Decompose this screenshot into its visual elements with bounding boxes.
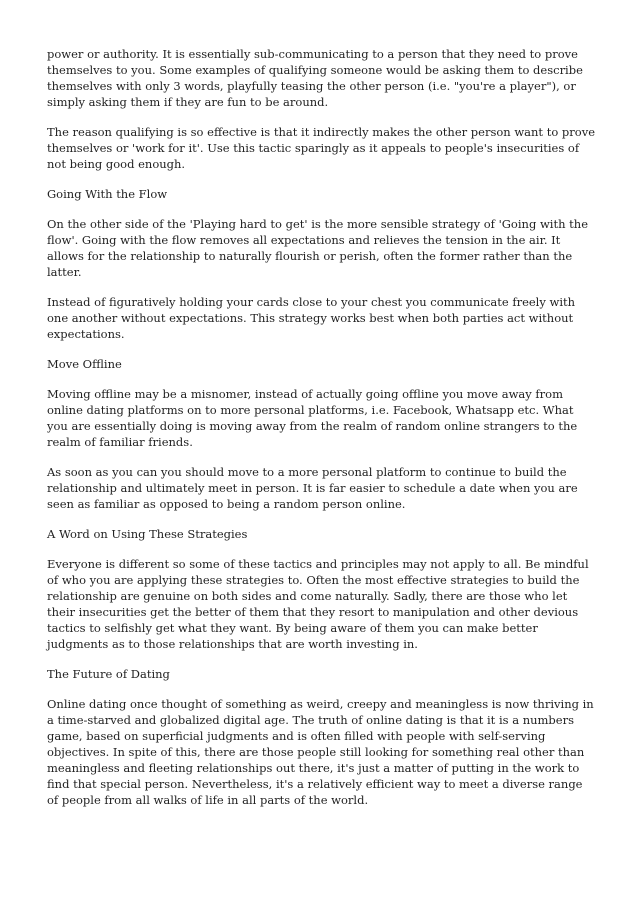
heading-going-with-the-flow: Going With the Flow xyxy=(47,187,168,201)
paragraph-figuratively-holding-cards: Instead of figuratively holding your cards close to your chest you communicate freely with one another without expectations. This strategy works best when both parties act without expectations. xyxy=(47,295,576,341)
paragraph-everyone-is-different: Everyone is different so some of these tactics and principles may not apply to all. Be mindful of who you are applying these strategies to. Often the most effective strategies to build the relationship are genuine on both sides and come naturally. Sadly, there are those who let their insecurities get the better of them that they resort to manipulation and other devious tactics to selfishly get what they want. By being aware of them you can make better judgments as to those relationships that are worth investing in. xyxy=(47,557,589,651)
paragraph-going-with-flow: On the other side of the 'Playing hard to get' is the more sensible strategy of 'Going with the flow'. Going with the flow removes all expectations and relieves the tension in the air. It allows for the relationship to naturally flourish or perish, often the former rather than the latter. xyxy=(47,217,588,279)
paragraph-qualifying-reason: The reason qualifying is so effective is that it indirectly makes the other person want to prove themselves or 'work for it'. Use this tactic sparingly as it appeals to people's insecurities of not being good enough. xyxy=(47,125,595,171)
paragraph-qualifying-examples: power or authority. It is essentially sub-communicating to a person that they need to prove themselves to you. Some examples of qualifying someone would be asking them to describe themselves with only 3 words, playfully teasing the other person (i.e. "you're a player"), or simply asking them if they are fun to be around. xyxy=(47,47,583,109)
paragraph-online-dating-future: Online dating once thought of something as weird, creepy and meaningless is now thriving in a time-starved and globalized digital age. The truth of online dating is that it is a numbers game, based on superficial judgments and is often filled with people with self-serving objectives. In spite of this, there are those people still looking for something real other than meaningless and fleeting relationships out there, it's just a matter of putting in the work to find that special person. Nevertheless, it's a relatively efficient way to meet a diverse range of people from all walks of life in all parts of the world. xyxy=(47,697,594,807)
paragraph-personal-platform: As soon as you can you should move to a more personal platform to continue to build the relationship and ultimately meet in person. It is far easier to schedule a date when you are seen as familiar as opposed to being a random person online. xyxy=(47,465,578,511)
paragraph-moving-offline: Moving offline may be a misnomer, instead of actually going offline you move away from online dating platforms on to more personal platforms, i.e. Facebook, Whatsapp etc. What you are essentially doing is moving away from the realm of random online strangers to the realm of familiar friends. xyxy=(47,387,578,449)
heading-move-offline: Move Offline xyxy=(47,357,122,371)
heading-a-word-on-strategies: A Word on Using These Strategies xyxy=(47,527,248,541)
document-page xyxy=(47,46,595,822)
heading-future-of-dating: The Future of Dating xyxy=(47,667,170,681)
